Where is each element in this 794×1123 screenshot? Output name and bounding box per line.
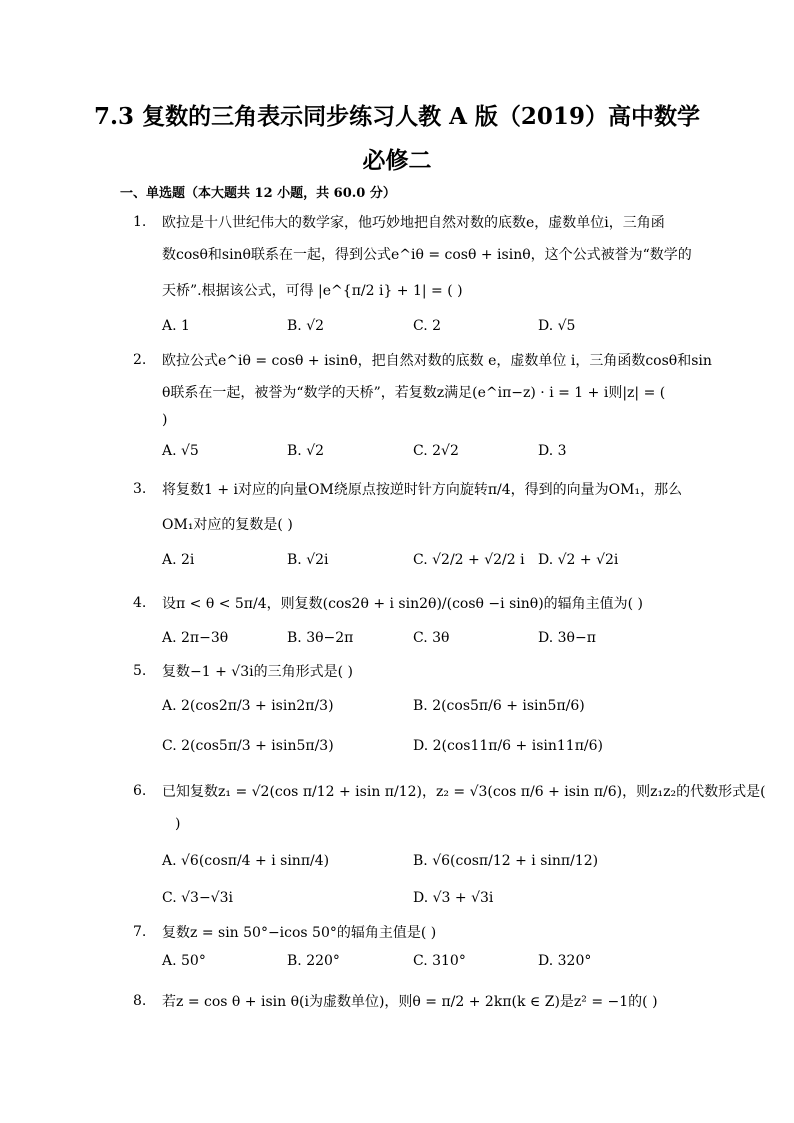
question-text-line: 复数−1 + √3i的三角形式是( ) <box>162 664 353 680</box>
question-number: 6. <box>133 783 147 799</box>
option-b: B. √2 <box>287 318 325 334</box>
question-text-line: 若z = cos θ + isin θ(i为虚数单位)，则θ = π/2 + 2kπ(k ∈ Z)是z² = −1的( ) <box>162 994 658 1010</box>
option-a: A. 50° <box>162 953 206 969</box>
option-d: D. 3θ−π <box>538 630 596 646</box>
option-c: C. 310° <box>413 953 466 969</box>
option-d: D. √2 + √2i <box>538 552 619 568</box>
option-c: C. √3−√3i <box>162 890 233 906</box>
option-b: B. √2 <box>287 443 325 459</box>
question-text-line: ) <box>175 816 181 832</box>
question-text-line: 已知复数z₁ = √2(cos π/12 + isin π/12)，z₂ = √3(cos π/6 + isin π/6)，则z₁z₂的代数形式是( <box>162 784 766 800</box>
question-text-line: 数cosθ和sinθ联系在一起，得到公式e^iθ = cosθ + isinθ，这个公式被誉为“数学的 <box>162 247 692 263</box>
option-c: C. 2 <box>413 318 442 334</box>
option-d: D. √3 + √3i <box>413 890 494 906</box>
option-b: B. √6(cosπ/12 + i sinπ/12) <box>413 853 599 869</box>
question-text-line: 天桥”.根据该公式，可得 |e^{π/2 i} + 1| = ( ) <box>162 283 463 299</box>
question-number: 1. <box>133 214 147 230</box>
question-number: 5. <box>133 663 147 679</box>
question-number: 4. <box>133 595 147 611</box>
question-number: 2. <box>133 352 147 368</box>
option-a: A. 1 <box>162 318 190 334</box>
doc-title-line2: 必修二 <box>362 147 432 174</box>
question-number: 7. <box>133 924 147 940</box>
option-b: B. √2i <box>287 552 329 568</box>
option-c: C. 3θ <box>413 630 450 646</box>
question-text-line: 欧拉公式e^iθ = cosθ + isinθ，把自然对数的底数 e，虚数单位 i，三角函数cosθ和sin <box>162 353 712 369</box>
question-text-line: 复数z = sin 50°−icos 50°的辐角主值是( ) <box>162 925 437 941</box>
question-text-line: OM₁对应的复数是( ) <box>162 517 293 533</box>
doc-title: 7.3 复数的三角表示同步练习人教 A 版（2019）高中数学 <box>94 103 700 130</box>
option-a: A. 2(cos2π/3 + isin2π/3) <box>162 698 334 714</box>
option-c: C. 2(cos5π/3 + isin5π/3) <box>162 738 334 754</box>
option-b: B. 220° <box>287 953 340 969</box>
option-d: D. 3 <box>538 443 567 459</box>
question-text-line: θ联系在一起，被誉为“数学的天桥”，若复数z满足(e^iπ−z) · i = 1 + i则|z| = ( <box>162 385 666 401</box>
question-text-line: 欧拉是十八世纪伟大的数学家，他巧妙地把自然对数的底数e，虚数单位i，三角函 <box>162 215 665 231</box>
question-text-line: 将复数1 + i对应的向量OM绕原点按逆时针方向旋转π/4，得到的向量为OM₁，那么 <box>162 482 683 498</box>
option-a: A. 2π−3θ <box>162 630 229 646</box>
option-c: C. √2/2 + √2/2 i <box>413 552 525 568</box>
option-a: A. √6(cosπ/4 + i sinπ/4) <box>162 853 330 869</box>
question-text-line: ) <box>162 412 168 428</box>
option-c: C. 2√2 <box>413 443 459 459</box>
option-d: D. 2(cos11π/6 + isin11π/6) <box>413 738 603 754</box>
option-d: D. √5 <box>538 318 576 334</box>
option-a: A. √5 <box>162 443 199 459</box>
section-heading: 一、单选题（本大题共 12 小题，共 60.0 分） <box>120 186 396 201</box>
question-number: 3. <box>133 481 147 497</box>
option-d: D. 320° <box>538 953 592 969</box>
option-a: A. 2i <box>162 552 195 568</box>
question-text-line: 设π < θ < 5π/4，则复数(cos2θ + i sin2θ)/(cosθ −i sinθ)的辐角主值为( ) <box>162 596 644 612</box>
question-number: 8. <box>133 993 147 1009</box>
option-b: B. 3θ−2π <box>287 630 354 646</box>
option-b: B. 2(cos5π/6 + isin5π/6) <box>413 698 585 714</box>
